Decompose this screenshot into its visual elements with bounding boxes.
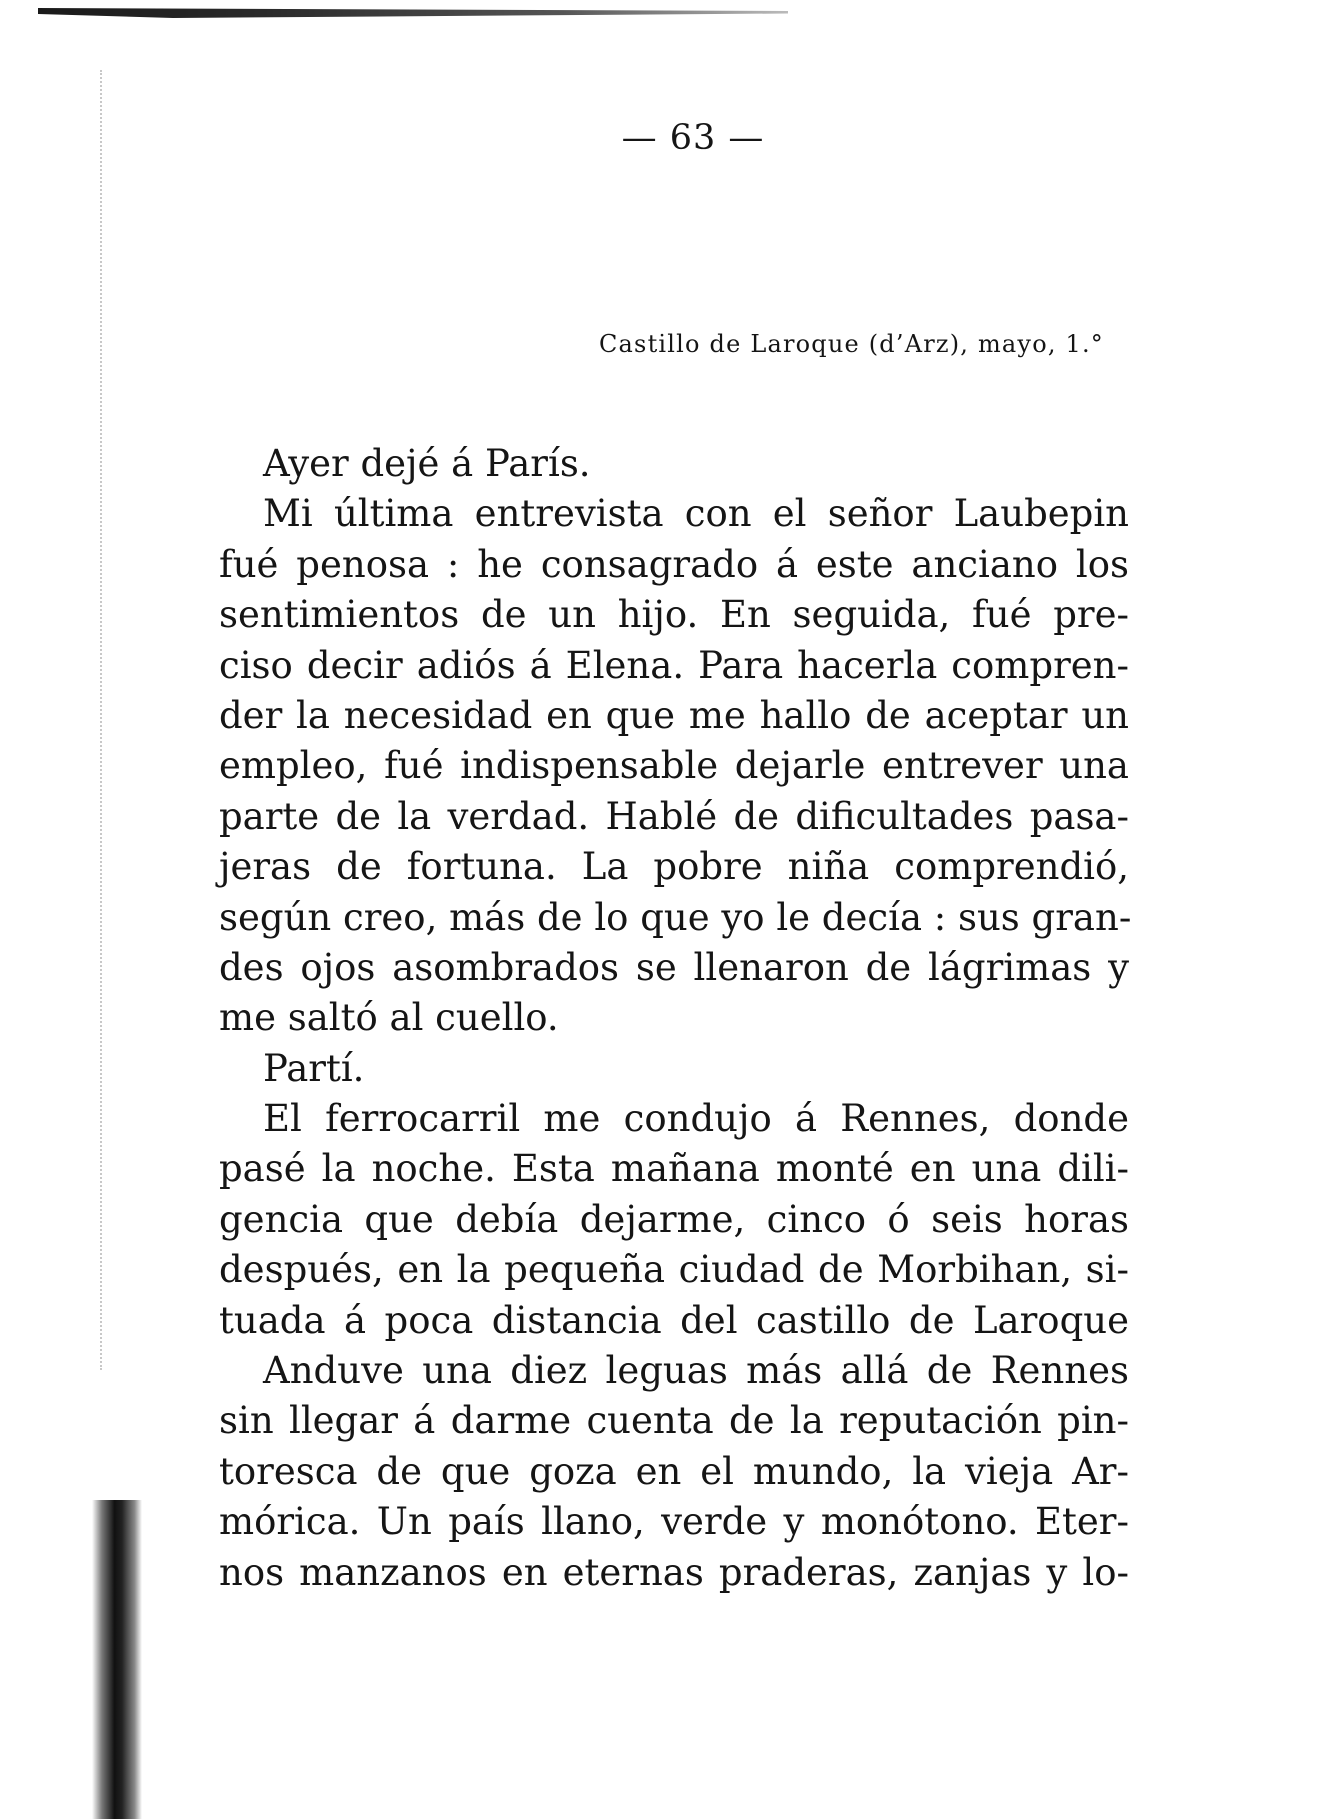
page-number: — 63 — [621, 118, 765, 158]
text-line: Partí. [263, 1046, 365, 1090]
text-line: toresca de que goza en el mundo, la vieja Ar- [219, 1449, 1129, 1493]
text-line: El ferrocarril me condujo á Rennes, donde [263, 1097, 1129, 1141]
text-line: tuada á poca distancia del castillo de Laroque [219, 1298, 1129, 1342]
text-line: pasé la noche. Esta mañana monté en una dili- [219, 1147, 1129, 1191]
text-line: Anduve una diez leguas más allá de Rennes [263, 1349, 1129, 1393]
text-line: der la necesidad en que me hallo de aceptar un [219, 693, 1129, 737]
text-line: empleo, fué indispensable dejarle entrever una [219, 744, 1129, 788]
margin-specks [100, 70, 106, 1370]
top-edge-rule [38, 8, 788, 18]
text-line: Ayer dejé á París. [263, 442, 591, 485]
text-line: sentimientos de un hijo. En seguida, fué pre- [219, 593, 1129, 637]
text-line: después, en la pequeña ciudad de Morbihan, si- [219, 1248, 1129, 1292]
text-line: según creo, más de lo que yo le decía : sus gran- [219, 895, 1132, 939]
text-line: Mi última entrevista con el señor Laubepin [263, 492, 1129, 536]
binding-shadow [92, 1500, 142, 1819]
text-line: fué penosa : he consagrado á este anciano los [219, 542, 1129, 586]
text-line: me saltó al cuello. [219, 996, 559, 1040]
text-line: mórica. Un país llano, verde y monótono. Eter- [219, 1500, 1129, 1544]
text-line: gencia que debía dejarme, cinco ó seis horas [219, 1197, 1129, 1241]
text-line: ciso decir adiós á Elena. Para hacerla compren- [219, 643, 1129, 687]
text-line: des ojos asombrados se llenaron de lágrimas y [219, 945, 1129, 989]
dateline: Castillo de Laroque (d’Arz), mayo, 1.° [598, 330, 1104, 358]
text-line: jeras de fortuna. La pobre niña comprendió, [219, 845, 1129, 889]
text-line: sin llegar á darme cuenta de la reputación pin- [219, 1399, 1129, 1443]
body-text [219, 439, 1132, 1598]
text-line: nos manzanos en eternas praderas, zanjas y lo- [219, 1550, 1129, 1594]
text-line: parte de la verdad. Hablé de dificultades pasa- [219, 794, 1129, 838]
